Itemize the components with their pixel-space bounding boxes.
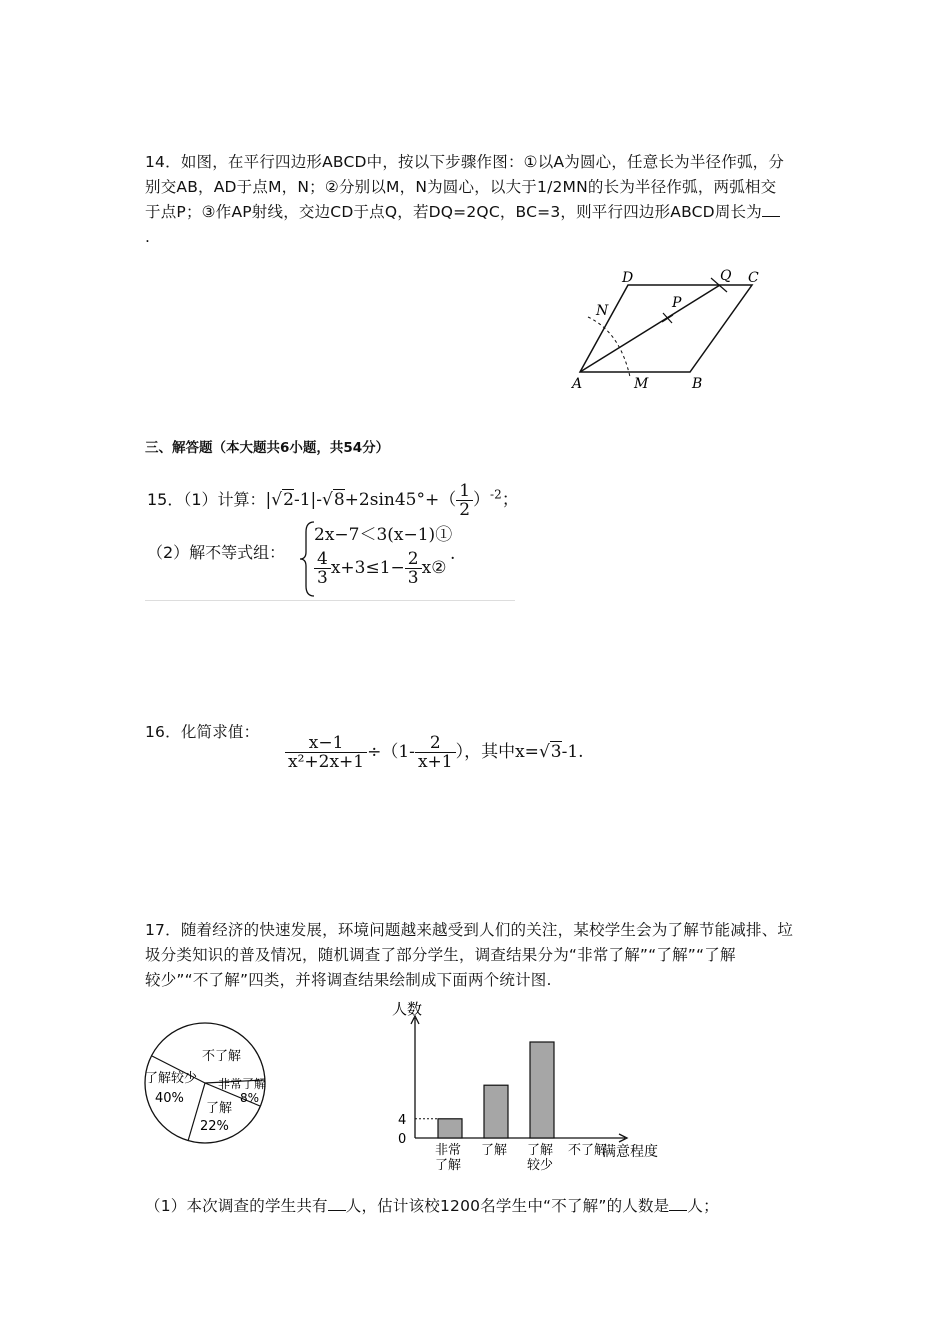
- q16-frac-1: $\frac{x-1}{\text{x²+2x+1}}$: [285, 734, 367, 771]
- pie-label-liaojie: 了解: [206, 1101, 233, 1116]
- frac-one-half: $\frac{1}{2}$: [456, 482, 473, 519]
- q16-prefix: 16．化简求值：: [145, 723, 260, 741]
- bar-chart: [390, 1000, 690, 1175]
- answer-blank: [762, 202, 780, 217]
- bar-1: [484, 1085, 508, 1138]
- q17-line-2: 圾分类知识的普及情况，随机调查了部分学生，调查结果分为“非常了解”“了解”“了解: [145, 946, 736, 964]
- q14-line-1: 14．如图，在平行四边形ABCD中，按以下步骤作图：①以A为圆心，任意长为半径作弧，分: [145, 153, 785, 171]
- y-tick-label: 0: [398, 1132, 407, 1147]
- label-m: M: [634, 376, 649, 392]
- parallelogram-abcd: [580, 285, 752, 372]
- section-three-heading: 三、解答题（本大题共6小题，共54分）: [145, 440, 390, 456]
- pie-pct-40: 40%: [155, 1091, 184, 1106]
- label-b: B: [692, 376, 703, 392]
- x-tick-label: 了解: [435, 1158, 462, 1173]
- q17-line-3: 较少”“不了解”四类，并将调查结果绘制成下面两个统计图.: [145, 971, 552, 989]
- q15-part2-label: （2）解不等式组：: [147, 543, 286, 562]
- pie-label-feichang: 非常了解: [218, 1077, 267, 1091]
- q14-line-4: .: [145, 228, 151, 246]
- pie-pct-22: 22%: [200, 1119, 229, 1134]
- divider: [145, 600, 515, 601]
- x-tick-label: 了解: [527, 1143, 554, 1158]
- q14-line-2: 别交AB，AD于点M，N；②分别以M，N为圆心，以大于1/2MN的长为半径作弧，两弧相交: [145, 178, 777, 196]
- label-a: A: [572, 376, 583, 392]
- q17-question-1: （1）本次调查的学生共有 人，估计该校1200名学生中“不了解”的人数是 人；: [145, 1197, 719, 1215]
- bar-0: [438, 1119, 462, 1138]
- answer-blank-2: [669, 1196, 687, 1211]
- x-tick-label: 较少: [527, 1158, 554, 1173]
- question-14: [145, 150, 810, 250]
- q17-line-1: 17．随着经济的快速发展，环境问题越来越受到人们的关注，某校学生会为了解节能减排、垃: [145, 921, 794, 939]
- mark-p-2: [662, 315, 673, 322]
- pie-label-liaojie-jiaoshao: 了解较少: [145, 1071, 198, 1086]
- pie-pct-8: 8%: [240, 1091, 260, 1105]
- inequality-1: 2x−7＜3(x−1)①: [314, 525, 453, 545]
- label-p: P: [672, 295, 682, 311]
- x-tick-label: 了解: [481, 1143, 508, 1158]
- label-q: Q: [720, 268, 732, 284]
- x-tick-label: 不了解: [568, 1143, 608, 1158]
- q15-end-period: .: [450, 544, 456, 564]
- label-c: C: [748, 270, 759, 286]
- q14-line-3: 于点P；③作AP射线，交边CD于点Q，若DQ=2QC，BC=3，则平行四边形ABCD周长为: [145, 200, 810, 225]
- question-17: [145, 918, 810, 993]
- pie-chart: [140, 1018, 290, 1148]
- parallelogram-figure: [560, 262, 780, 397]
- x-tick-label: 非常: [435, 1143, 462, 1158]
- inequality-2: $\frac{4}{3}$ x+3≤1− $\frac{2}{3}$ x②: [314, 550, 446, 587]
- q16-frac-2: $\frac{2}{x+1}$: [415, 734, 456, 771]
- bar-2: [530, 1042, 554, 1138]
- label-d: D: [622, 270, 634, 286]
- bars: [398, 1042, 607, 1173]
- q16-expression: $\frac{x-1}{\text{x²+2x+1}}$ ÷（1- $\frac{2}{x+1}$ ），其中x=√3-1.: [285, 734, 584, 771]
- pie-label-bu-liaojie: 不了解: [202, 1049, 242, 1064]
- answer-blank-1: [328, 1196, 346, 1211]
- y-axis-label: 人数: [392, 1000, 423, 1018]
- y-tick-label: 4: [398, 1112, 407, 1128]
- x-axis-label: 满意程度: [602, 1144, 658, 1160]
- label-n: N: [596, 303, 609, 319]
- q15-part1: 15．（1）计算：|√2-1|-√8+2sin45°+（ $\frac{1}{2}$ ）$^{-2}$；: [147, 481, 519, 520]
